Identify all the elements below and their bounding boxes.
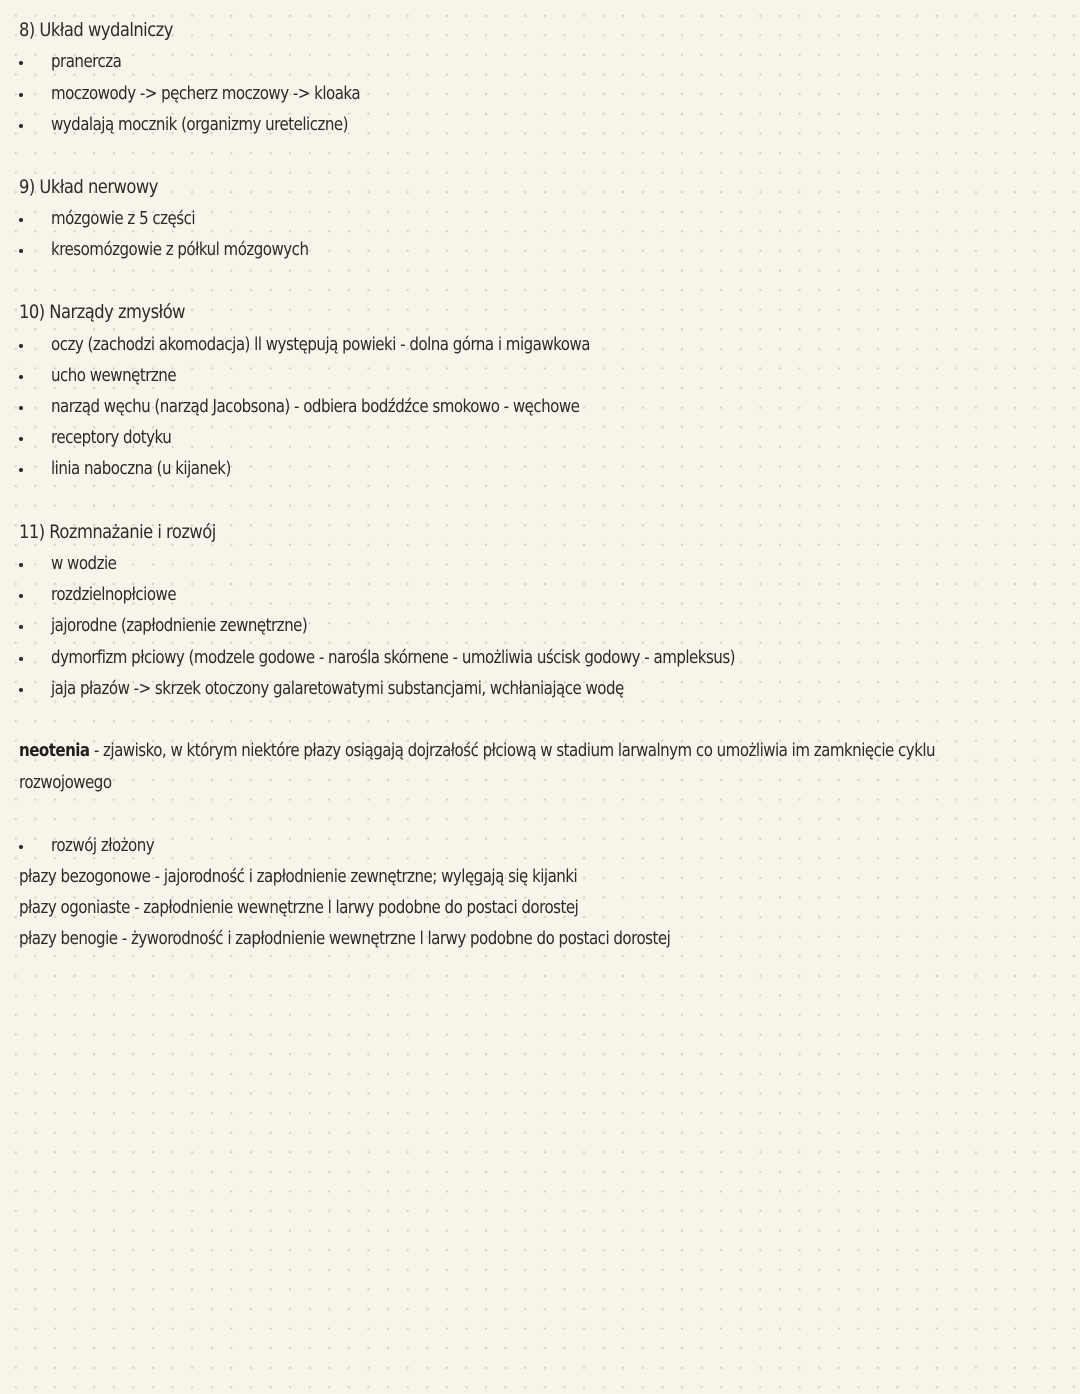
- bullet-icon: [19, 61, 23, 65]
- list-item: jajorodne (zapłodnienie zewnętrzne): [51, 616, 308, 636]
- section-11-title: 11) Rozmnażanie i rozwój: [19, 521, 216, 543]
- list-item: w wodzie: [51, 554, 117, 574]
- list-item: receptory dotyku: [51, 428, 172, 448]
- neotenia-definition-text: - zjawisko, w którym niektóre płazy osiągają dojrzałość płciową w stadium larwalnym co umożliwia im zamknięcie cyklu: [89, 741, 936, 761]
- neotenia-definition: [19, 736, 935, 767]
- bullet-icon: [19, 218, 23, 222]
- bullet-icon: [19, 93, 23, 97]
- list-item: rozdzielnopłciowe: [51, 585, 177, 605]
- list-item: kresomózgowie z półkul mózgowych: [51, 240, 309, 260]
- bullet-icon: [19, 124, 23, 128]
- bullet-icon: [19, 375, 23, 379]
- development-line: płazy benogie - żyworodność i zapłodnienie wewnętrzne l larwy podobne do postaci dorostej: [19, 929, 671, 949]
- list-item: wydalają mocznik (organizmy ureteliczne): [51, 115, 348, 135]
- development-line: płazy ogoniaste - zapłodnienie wewnętrzne l larwy podobne do postaci dorostej: [19, 898, 579, 918]
- bullet-icon: [19, 688, 23, 692]
- list-item: ucho wewnętrzne: [51, 366, 177, 386]
- bullet-icon: [19, 468, 23, 472]
- list-item: rozwój złożony: [51, 836, 155, 856]
- list-item: linia naboczna (u kijanek): [51, 459, 231, 479]
- bullet-icon: [19, 249, 23, 253]
- bullet-icon: [19, 344, 23, 348]
- bullet-icon: [19, 625, 23, 629]
- section-10-title: 10) Narządy zmysłów: [19, 301, 186, 323]
- list-item: jaja płazów -> skrzek otoczony galaretowatymi substancjami, wchłaniające wodę: [51, 679, 624, 699]
- bullet-icon: [19, 657, 23, 661]
- list-item: mózgowie z 5 części: [51, 209, 196, 229]
- bullet-icon: [19, 845, 23, 849]
- list-item: moczowody -> pęcherz moczowy -> kloaka: [51, 84, 361, 104]
- development-line: płazy bezogonowe - jajorodność i zapłodnienie zewnętrzne; wylęgają się kijanki: [19, 867, 578, 887]
- list-item: dymorfizm płciowy (modzele godowe - narośla skórnene - umożliwia uścisk godowy - ampleksus): [51, 648, 736, 668]
- bullet-icon: [19, 406, 23, 410]
- bullet-icon: [19, 563, 23, 567]
- neotenia-definition-continued: rozwojowego: [19, 773, 112, 793]
- neotenia-term: neotenia: [19, 741, 90, 761]
- bullet-icon: [19, 594, 23, 598]
- list-item: oczy (zachodzi akomodacja) ll występują powieki - dolna górna i migawkowa: [51, 335, 591, 355]
- section-8-title: 8) Układ wydalniczy: [19, 19, 173, 41]
- list-item: pranercza: [51, 52, 122, 72]
- section-9-title: 9) Układ nerwowy: [19, 176, 158, 198]
- list-item: narząd węchu (narząd Jacobsona) - odbiera bodźdźce smokowo - węchowe: [51, 397, 580, 417]
- bullet-icon: [19, 437, 23, 441]
